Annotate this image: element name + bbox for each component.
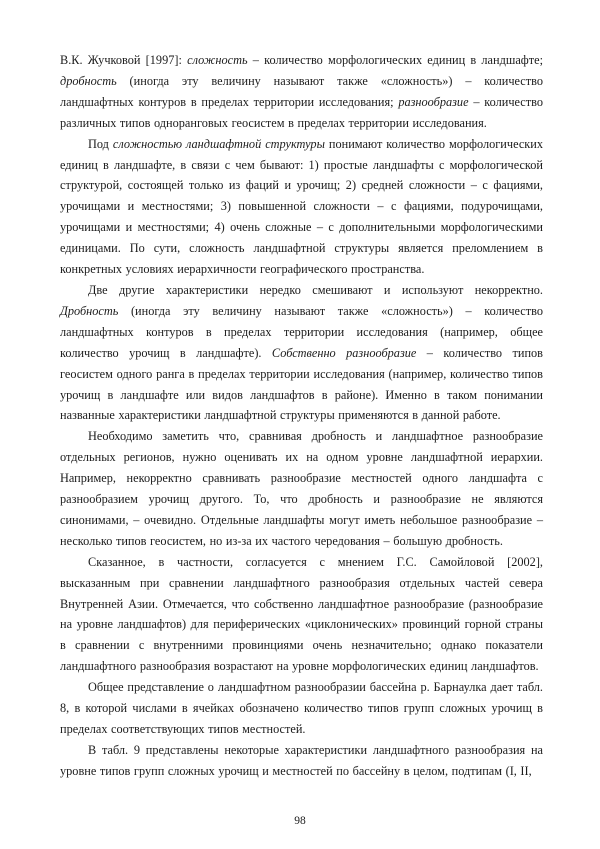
- paragraph: Сказанное, в частности, согласуется с мнением Г.С. Самойловой [2002], высказанным при сравнении ландшафтного разнообразия отдельных частей севера Внутренней Азии. Отмечается, что собственно ландшафтное разнообразие (разнообразие на уровне ландшафтов) для периферических «циклонических» провинций горной страны в сравнении с внутренними провинциями очень незначительно; однако показатели ландшафтного разнообразия возрастают на уровне морфологических единиц ландшафтов.: [60, 554, 543, 674]
- page-number: 98: [294, 815, 306, 828]
- paragraph: В.К. Жучковой [1997]: сложность – количество морфологических единиц в ландшафте; дробность (иногда эту величину называют также «сложность») – количество ландшафтных контуров в пределах территории исследования; разнообразие – количество различных типов одноранговых геосистем в пределах территории исследования.: [60, 53, 543, 130]
- paragraph: В табл. 9 представлены некоторые характеристики ландшафтного разнообразия на уровне типов групп сложных урочищ и местностей по бассейну в целом, подтипам (I, II,: [60, 742, 543, 778]
- paragraph: Две другие характеристики нередко смешивают и используют некорректно. Дробность (иногда эту величину называют также «сложность») – количество ландшафтных контуров в пределах территории исследования (например, общее количество урочищ в ландшафте). Собственно разнообразие – количество типов геосистем одного ранга в пределах территории исследования (например, количество типов урочищ в ландшафте или видов ландшафтов в районе). Именно в таком понимании названные характеристики ландшафтной структуры применяются в данной работе.: [60, 282, 543, 423]
- paragraph: Общее представление о ландшафтном разнообразии бассейна р. Барнаулка дает табл. 8, в которой числами в ячейках обозначено количество типов групп сложных урочищ в пределах соответствующих типов местностей.: [60, 680, 543, 736]
- body-text: [60, 50, 543, 782]
- paragraph: Необходимо заметить что, сравнивая дробность и ландшафтное разнообразие отдельных регионов, нужно оценивать их на одном уровне ландшафтной иерархии. Например, некорректно сравнивать разнообразие местностей одного ландшафта с разнообразием урочищ другого. То, что дробность и разнообразие не являются синонимами, – очевидно. Отдельные ландшафты могут иметь небольшое разнообразие – несколько типов геосистем, но из-за их частого чередования – большую дробность.: [60, 429, 543, 548]
- paragraph: Под сложностью ландшафтной структуры понимают количество морфологических единиц в ландшафте, в связи с чем бывают: 1) простые ландшафты с морфологической структурой, состоящей только из фаций и урочищ; 2) средней сложности – с фациями, урочищами и местностями; 3) повышенной сложности – с фациями, подурочищами, урочищами и местностями; 4) очень сложные – с дополнительными морфологическими единицами. По сути, сложность ландшафтной структуры является преломлением в конкретных условиях иерархичности географического пространства.: [60, 136, 544, 277]
